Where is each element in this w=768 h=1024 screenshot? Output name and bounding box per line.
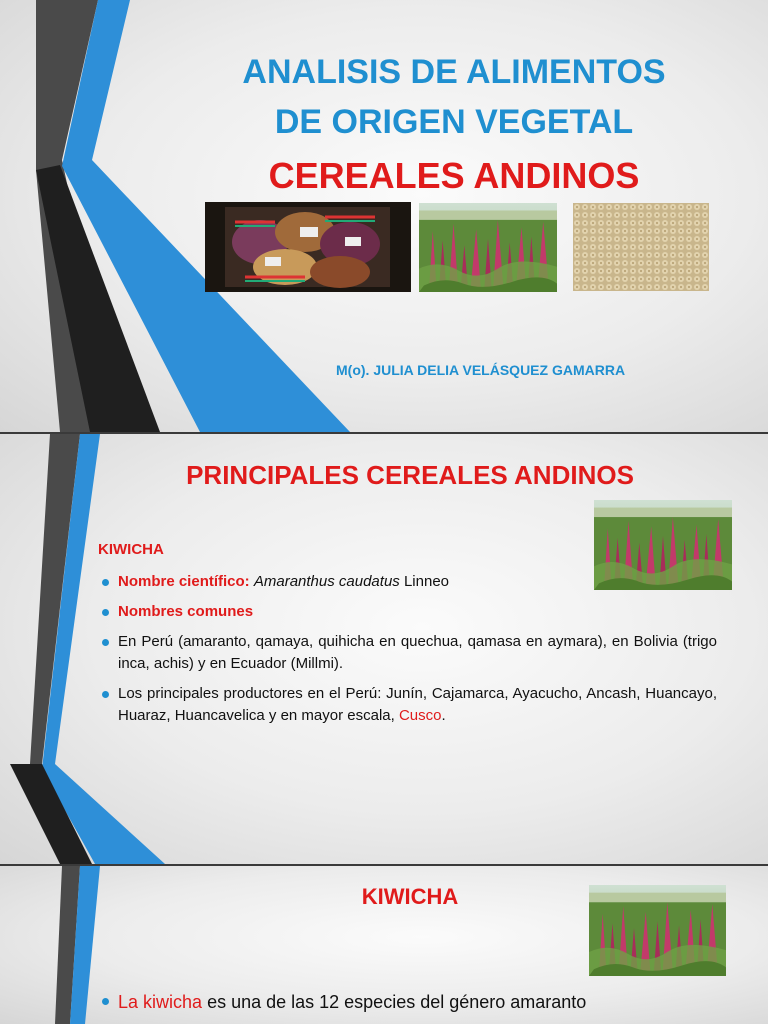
label-common-names: Nombres comunes [118,603,254,620]
kiwicha-field-photo [589,885,726,976]
slide3-title: KIWICHA [361,884,459,909]
slide-1 [0,0,768,432]
label-scientific-name: Nombre científico: [118,573,250,590]
kiwicha-description-text: es una de las 12 especies del género amaranto [207,992,587,1012]
slide-3 [0,866,768,1024]
producers-highlight: Cusco [398,707,442,724]
bullet-common-names [100,601,717,623]
kiwicha-description-list [100,990,718,1022]
bullet-scientific-name [100,571,717,593]
slide2-title: PRINCIPALES CEREALES ANDINOS [186,460,634,490]
producers-text: Los principales productores en el Perú: Junín, Cajamarca, Ayacucho, Ancash, Huancayo, Huaraz, Huancavelica y en mayor escala, [118,685,717,724]
bullet-kiwicha-description [100,990,718,1014]
slide1-subtitle: CEREALES ANDINOS [268,155,640,196]
bullet-producers [100,683,717,727]
section-heading-kiwicha: KIWICHA [98,541,164,558]
kiwicha-field-photo [419,203,557,292]
slide1-title-line2: DE ORIGEN VEGETAL [274,103,634,141]
slide-2 [0,434,768,864]
kiwicha-highlight: La kiwicha [118,992,203,1012]
slide1-title-line1: ANALISIS DE ALIMENTOS [242,53,666,91]
market-grain-bags-photo [205,202,411,292]
producers-end: . [441,707,446,724]
quinoa-seeds-photo [573,203,709,291]
species-name: Amaranthus caudatus [253,573,400,590]
species-author: Linneo [403,573,449,590]
names-by-country-text: En Perú (amaranto, qamaya, quihicha en quechua, qamasa en aymara), en Bolivia (trigo inca, achis) y en Ecuador (Millmi). [118,633,717,672]
kiwicha-bullet-list [100,571,717,735]
bullet-names-by-country [100,631,717,675]
author-name: M(o). JULIA DELIA VELÁSQUEZ GAMARRA [336,362,626,378]
